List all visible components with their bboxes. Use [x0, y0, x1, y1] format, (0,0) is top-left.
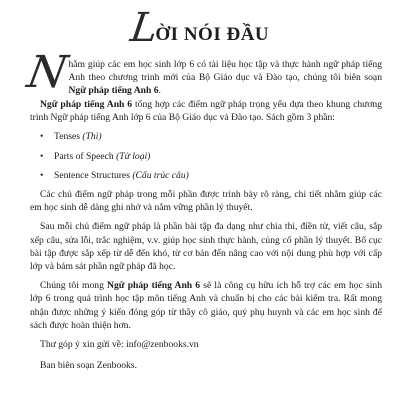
closing-book-title: Ngữ pháp tiếng Anh 6 — [107, 280, 201, 292]
signature-line: Ban biên soạn Zenbooks. — [40, 360, 137, 372]
title-text: ỜI NÓI ĐẦU — [155, 24, 270, 45]
summary-text: tổng hợp các điểm ngữ pháp trọng yếu dựa theo khung chương trình Ngữ pháp tiếng Anh lớp 6 của Bộ Giáo dục và Đào tạo. Sách gồm 3 phần: — [30, 99, 382, 124]
list-item — [40, 150, 382, 163]
list-item — [40, 169, 382, 182]
intro-book-title: Ngữ pháp tiếng Anh 6 — [68, 85, 159, 97]
body-text — [23, 47, 383, 380]
list-item — [40, 130, 382, 143]
part-name-en: Tenses — [54, 131, 83, 143]
contact-line: Thư góp ý xin gửi về: info@zenbooks.vn — [40, 339, 199, 351]
intro-end: . — [158, 85, 161, 97]
intro-text: hằm giúp các em học sinh lớp 6 có tài liệu học tập và thực hành ngữ pháp tiếng Anh theo chương trình mới của Bộ Giáo dục và Đào tạo, chúng tôi biên soạn — [68, 59, 382, 84]
part-name-en: Sentence Structures — [54, 169, 133, 181]
page-title — [0, 5, 400, 51]
drop-cap: N — [23, 47, 72, 98]
exercise-paragraph: Sau mỗi chủ điểm ngữ pháp là phần bài tập đa dạng như chia thì, điền từ, viết câu, sắp xếp câu, sửa lỗi, trắc nghiệm, v.v. giúp học sinh thực hành, củng cố phần lý thuyết. Bố cục bài tập được sắp xếp từ dễ đến khó, từ cơ bản đến nâng cao với nội dung phù hợp với cấp lớp và bám sát phần ngữ pháp đã học. — [30, 221, 382, 273]
closing-text-end: sẽ là công cụ hữu ích hỗ trợ các em học sinh lớp 6 trong quá trình học tập môn tiếng Anh và chuẩn bị cho các bài kiểm tra. Rất mong nhận được những ý kiến đóng góp từ thầy cô giáo, quý phụ huynh và các em học sinh để sách được hoàn thiện hơn. — [30, 280, 383, 331]
part-name-vn: (Từ loại) — [116, 150, 151, 162]
part-name-vn: (Cấu trúc câu) — [132, 169, 189, 181]
closing-paragraph — [30, 279, 382, 332]
summary-book-title: Ngữ pháp tiếng Anh 6 — [40, 99, 133, 110]
book-summary-paragraph — [30, 98, 382, 124]
closing-text-start: Chúng tôi mong — [40, 280, 108, 292]
part-name-vn: (Thì) — [82, 131, 102, 143]
title-initial-letter: L — [127, 5, 161, 51]
theory-paragraph: Các chủ điểm ngữ pháp trong mỗi phần được trình bày rõ ràng, chi tiết nhằm giúp các em học sinh dễ dàng ghi nhớ và nắm vững phần lý thuyết. — [30, 189, 382, 214]
parts-list — [40, 130, 382, 182]
part-name-en: Parts of Speech — [54, 150, 117, 162]
intro-paragraph — [23, 47, 382, 98]
